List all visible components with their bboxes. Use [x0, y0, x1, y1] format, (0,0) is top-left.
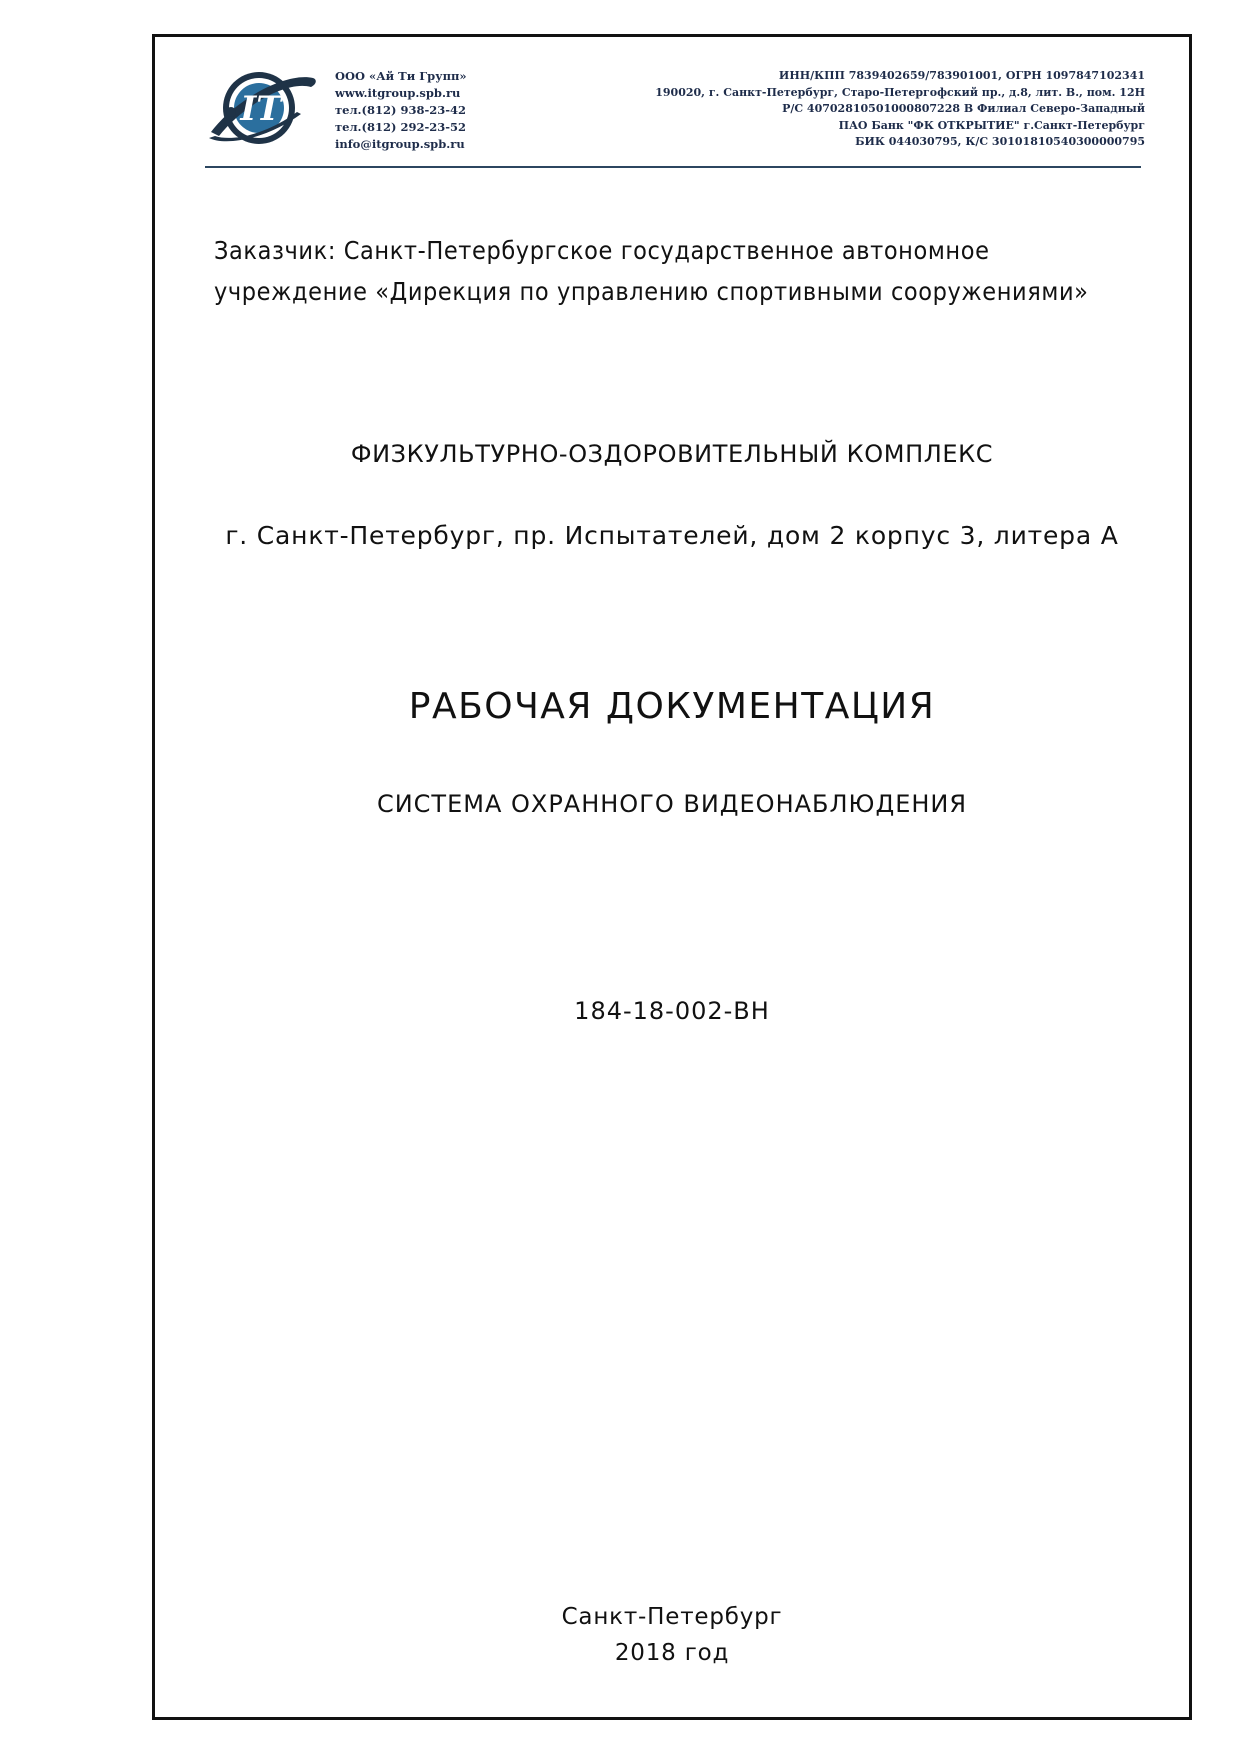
- requisites-line: Р/С 40702810501000807228 В Филиал Северо-Западный: [782, 102, 1145, 115]
- company-requisites: [655, 68, 1145, 151]
- system-name: СИСТЕМА ОХРАННОГО ВИДЕОНАБЛЮДЕНИЯ: [376, 790, 968, 818]
- logo-lettering: IT: [240, 89, 282, 129]
- company-contacts: [335, 68, 467, 153]
- company-phone-2: тел.(812) 292-23-52: [335, 120, 467, 134]
- object-name: ФИЗКУЛЬТУРНО-ОЗДОРОВИТЕЛЬНЫЙ КОМПЛЕКС: [350, 440, 994, 468]
- customer-line-2: учреждение «Дирекция по управлению спортивными сооружениями»: [214, 277, 1089, 306]
- company-email[interactable]: info@itgroup.spb.ru: [335, 137, 465, 151]
- company-name: ООО «Ай Ти Групп»: [335, 69, 467, 83]
- customer-block: [214, 230, 1154, 312]
- footer-city: Санкт-Петербург: [561, 1604, 783, 1630]
- requisites-line: ПАО Банк "ФК ОТКРЫТИЕ" г.Санкт-Петербург: [838, 118, 1145, 132]
- company-website[interactable]: www.itgroup.spb.ru: [335, 86, 461, 100]
- document-type-title: РАБОЧАЯ ДОКУМЕНТАЦИЯ: [408, 686, 936, 727]
- requisites-line: БИК 044030795, К/С 30101810540300000795: [855, 135, 1145, 148]
- company-logo: [205, 60, 320, 152]
- requisites-line: 190020, г. Санкт-Петербург, Старо-Петергофский пр., д.8, лит. В., пом. 12Н: [655, 85, 1145, 99]
- document-code: 184-18-002-ВН: [574, 997, 770, 1025]
- header-divider: [205, 166, 1141, 168]
- object-address: г. Санкт-Петербург, пр. Испытателей, дом 2 корпус 3, литера А: [225, 521, 1119, 550]
- customer-line-1: Заказчик: Санкт-Петербургское государственное автономное: [214, 236, 990, 265]
- footer-year: 2018 год: [614, 1640, 730, 1666]
- requisites-line: ИНН/КПП 7839402659/783901001, ОГРН 1097847102341: [778, 69, 1145, 82]
- company-phone-1: тел.(812) 938-23-42: [335, 103, 467, 117]
